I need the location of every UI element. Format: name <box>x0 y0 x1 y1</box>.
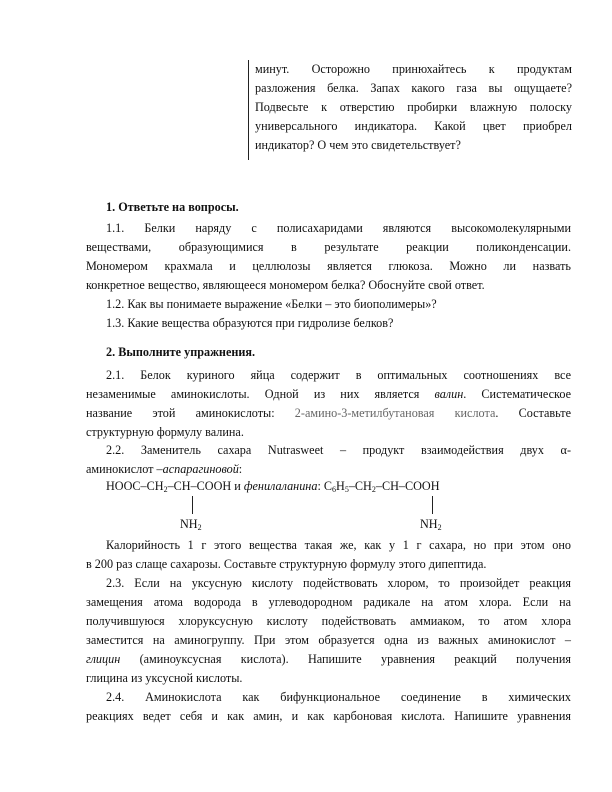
question-1-2: 1.2. Как вы понимаете выражение «Белки – это биополимеры»? <box>106 297 437 311</box>
cell-line: универсального индикатора. Какой цвет приобрел <box>255 119 572 133</box>
paragraph-line: конкретное вещество, являющееся мономером белка? Обоснуйте свой ответ. <box>86 278 485 292</box>
paragraph-line: глицин (аминоуксусная кислота). Напишите уравнения реакций получения <box>86 652 571 666</box>
paragraph-line: аминокислот –аспарагиновой: <box>86 462 243 476</box>
cell-line: индикатор? О чем это свидетельствует? <box>255 138 461 152</box>
cell-line: минут. Осторожно принюхайтесь к продуктам <box>255 62 572 76</box>
question-1-3: 1.3. Какие вещества образуются при гидролизе белков? <box>106 316 394 330</box>
paragraph-line: глицина из уксусной кислоты. <box>86 671 243 685</box>
cell-line: разложения белка. Запах какого газа вы ощущаете? <box>255 81 572 95</box>
dipeptide-formula: HOOC–$CH_2-CH$–COOH и фенилаланина: $C_6H_5-CH_2-CH$–COOH <box>106 479 440 494</box>
paragraph-line: незаменимые аминокислоты. Одной из них является валин. Систематическое <box>86 387 571 401</box>
section-2 <box>86 343 571 362</box>
paragraph-line: замещения атома водорода в углеводородном радикале на атом хлора. Если на <box>86 595 571 609</box>
glycine-term: глицин <box>86 652 121 666</box>
paragraph-line: заместится на аминогруппу. При этом образуется одна из важных аминокислот – <box>86 633 571 647</box>
paragraph-line: название этой аминокислоты: 2-амино-3-метилбутановая кислота. Составьте <box>86 406 571 420</box>
section-heading: 2. Выполните упражнения. <box>106 345 256 359</box>
paragraph-line: реакциях ведет себя и как амин, и как карбоновая кислота. Напишите уравнения <box>86 709 571 723</box>
paragraph-line: 2.3. Если на уксусную кислоту подействовать хлором, то произойдет реакция <box>106 576 571 590</box>
exercise-2-2 <box>86 441 571 479</box>
valine-term: валин <box>434 387 464 401</box>
exercise-2-3 <box>86 574 571 688</box>
question-1-1 <box>86 219 571 333</box>
bond-line <box>192 496 193 514</box>
systematic-name: 2-амино-3-метилбутановая кислота <box>294 406 496 420</box>
exercise-2-2-continued <box>86 536 571 574</box>
paragraph-line: Калорийность 1 г этого вещества такая же, как у 1 г сахара, но при этом оно <box>106 538 571 552</box>
paragraph-line: 1.1. Белки наряду с полисахаридами являются высокомолекулярными <box>106 221 571 235</box>
section-1 <box>86 198 571 217</box>
paragraph-line: 2.1. Белок куриного яйца содержит в оптимальных соотношениях все <box>106 368 571 382</box>
paragraph-line: структурную формулу валина. <box>86 425 244 439</box>
phenylalanine-term: фенилаланина <box>243 479 318 493</box>
paragraph-line: веществами, образующимися в результате реакции поликонденсации. <box>86 240 571 254</box>
table-cell-text <box>248 60 572 160</box>
cell-line: Подвесьте к отверстию пробирки влажную полоску <box>255 100 572 114</box>
amino-group-right: $NH_2$ <box>420 517 442 532</box>
paragraph-line: в 200 раз слаще сахарозы. Составьте структурную формулу этого дипептида. <box>86 557 487 571</box>
section-heading: 1. Ответьте на вопросы. <box>106 200 239 214</box>
bond-line <box>432 496 433 514</box>
exercise-2-4 <box>86 688 571 726</box>
paragraph-line: Мономером крахмала и целлюлозы является глюкоза. Можно ли назвать <box>86 259 571 273</box>
paragraph-line: 2.2. Заменитель сахара Nutrasweet – продукт взаимодействия двух α- <box>106 443 571 457</box>
amino-group-left: $NH_2$ <box>180 517 202 532</box>
paragraph-line: получившуюся хлоруксусную кислоту подействовать аммиаком, то атом хлора <box>86 614 571 628</box>
exercise-2-1 <box>86 366 571 442</box>
paragraph-line: 2.4. Аминокислота как бифункциональное соединение в химических <box>106 690 571 704</box>
aspartic-term: аспарагиновой <box>162 462 239 476</box>
